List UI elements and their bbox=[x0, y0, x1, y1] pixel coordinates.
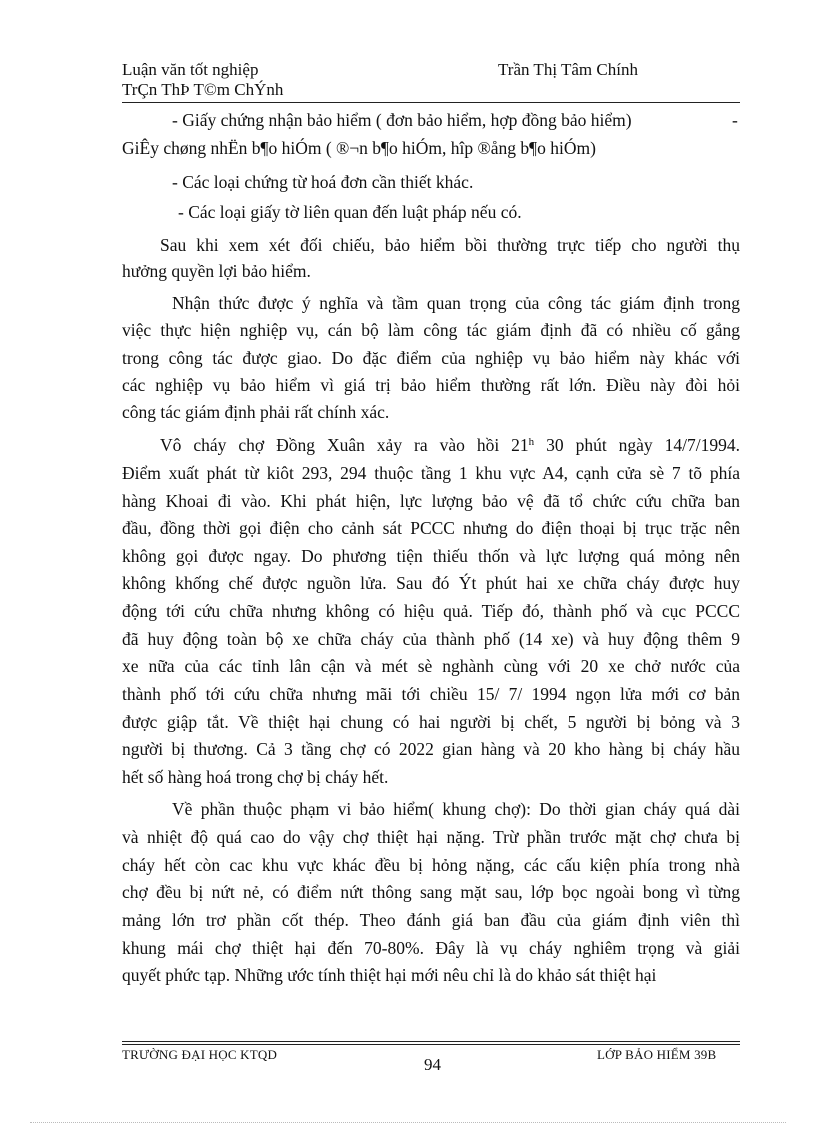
text-line: trong công tác được giao. Do đặc điểm của nghiệp vụ bảo hiểm này khác với bbox=[122, 348, 740, 368]
text-line: chợ đều bị nứt nẻ, có điểm nứt thông sang mặt sau, lớp bọc ngoài bong vì từng bbox=[122, 882, 740, 902]
header-title: Luận văn tốt nghiệp bbox=[122, 60, 259, 79]
text-line: hết số hàng hoá trong chợ bị cháy hết. bbox=[122, 767, 389, 787]
footer-school: TRƯỜNG ĐẠI HỌC KTQD bbox=[122, 1047, 278, 1062]
text-line: các nghiệp vụ bảo hiểm vì giá trị bảo hiểm thường rất lớn. Điều này đòi hỏi bbox=[122, 375, 740, 395]
text-line: việc thực hiện nghiệp vụ, cán bộ làm công tác giám định đã có nhiều cố gắng bbox=[122, 320, 740, 340]
text-line: được giập tắt. Về thiệt hại chung có hai người bị chết, 5 người bị bỏng và 3 bbox=[122, 712, 740, 732]
text-line: và nhiệt độ quá cao do vậy chợ thiệt hại nặng. Trừ phần trước mặt chợ chưa bị bbox=[122, 827, 740, 847]
footer-class: LỚP BẢO HIỂM 39B bbox=[597, 1047, 717, 1062]
text-line: người bị thương. Cả 3 tầng chợ có 2022 gian hàng và 20 kho hàng bị cháy hầu bbox=[122, 739, 740, 759]
header-author-garbled: TrÇn ThÞ T©m ChÝnh bbox=[122, 80, 284, 99]
text-line: mảng lớn trơ phần cốt thép. Theo đánh giá ban đầu của giám định viên thì bbox=[122, 910, 740, 930]
footer-rule-inner bbox=[122, 1044, 740, 1045]
header-author: Trần Thị Tâm Chính bbox=[498, 60, 638, 79]
footer-rule bbox=[122, 1041, 740, 1042]
text-line: Điểm xuất phát từ kiôt 293, 294 thuộc tầng 1 khu vực A4, cạnh cửa sè 7 tõ phía bbox=[122, 463, 740, 483]
text-line: không gọi được ngay. Do phương tiện thiếu thốn và lực lượng quá mỏng nên bbox=[122, 546, 740, 566]
text-line: GiÊy chøng nhËn b¶o hiÓm ( ®¬n b¶o hiÓm, hîp ®ång b¶o hiÓm) bbox=[122, 138, 596, 158]
text-line: công tác giám định phải rất chính xác. bbox=[122, 402, 390, 422]
text-line: động tới cứu chữa nhưng không có hiệu quả. Tiếp đó, thành phố và cục PCCC bbox=[122, 601, 740, 621]
text-line: Nhận thức được ý nghĩa và tầm quan trọng của công tác giám định trong bbox=[172, 293, 740, 313]
text-line: hưởng quyền lợi bảo hiểm. bbox=[122, 261, 311, 281]
page-number: 94 bbox=[424, 1055, 441, 1074]
text-line: quyết phức tạp. Những ước tính thiệt hại mới nêu chỉ là do khảo sát thiệt hại bbox=[122, 965, 657, 985]
text-line: hàng Khoai đi vào. Khi phát hiện, lực lượng bảo vệ đã tổ chức cứu chữa ban bbox=[122, 491, 740, 511]
text-line: đầu, đồng thời gọi điện cho cảnh sát PCCC nhưng do điện thoại bị trục trặc nên bbox=[122, 518, 740, 538]
text-line: thành phố tới cứu chữa nhưng mãi tới chiều 15/ 7/ 1994 ngọn lửa mới cơ bản bbox=[122, 684, 740, 704]
text-line: Sau khi xem xét đối chiếu, bảo hiểm bồi thường trực tiếp cho người thụ bbox=[160, 235, 740, 255]
text-line: - Các loại chứng từ hoá đơn cần thiết khác. bbox=[172, 172, 474, 192]
text-line: đã huy động toàn bộ xe chữa cháy của thành phố (14 xe) và huy động thêm 9 bbox=[122, 629, 740, 649]
text-line: xe nữa của các tỉnh lân cận và mét sè nghành cùng với 20 xe chở nước của bbox=[122, 656, 740, 676]
text-line: - Các loại giấy tờ liên quan đến luật pháp nếu có. bbox=[178, 202, 522, 222]
text-line: không khống chế được nguồn lửa. Sau đó Ýt phút hai xe chữa cháy được huy bbox=[122, 573, 740, 593]
text-line: - Giấy chứng nhận bảo hiểm ( đơn bảo hiểm, hợp đồng bảo hiểm) bbox=[172, 110, 632, 130]
text-line: cháy hết còn cac khu vực khác đều bị hỏng nặng, các cấu kiện phía trong nhà bbox=[122, 855, 740, 875]
text-line: Về phần thuộc phạm vi bảo hiểm( khung chợ): Do thời gian cháy quá dài bbox=[172, 799, 740, 819]
text-line: - bbox=[732, 110, 738, 130]
text-line: Vô cháy chợ Đồng Xuân xảy ra vào hồi 21$^h$ 30 phút ngày 14/7/1994. bbox=[160, 435, 740, 455]
text-line: khung mái chợ thiệt hại đến 70-80%. Đây là vụ cháy nghiêm trọng và giải bbox=[122, 938, 740, 958]
header-rule bbox=[122, 102, 740, 103]
